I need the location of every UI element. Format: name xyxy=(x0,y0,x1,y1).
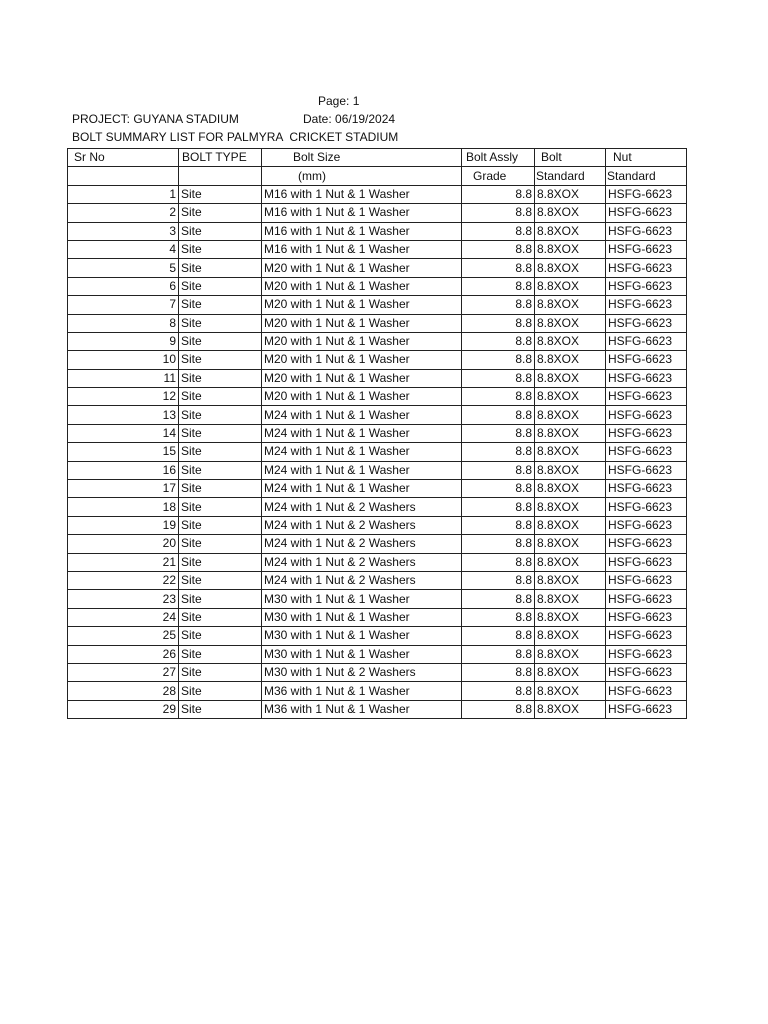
nut-standard-cell: HSFG-6623 xyxy=(606,571,687,589)
table-row xyxy=(68,590,687,608)
grade-cell: 8.8 xyxy=(462,388,535,406)
sr-no-cell: 7 xyxy=(68,296,179,314)
bolt-standard-cell: 8.8XOX xyxy=(535,296,606,314)
bolt-standard-cell: 8.8XOX xyxy=(535,535,606,553)
table-row xyxy=(68,645,687,663)
table-row xyxy=(68,204,687,222)
bolt-type-cell: Site xyxy=(179,480,262,498)
bolt-size-cell: M20 with 1 Nut & 1 Washer xyxy=(262,314,462,332)
bolt-standard-cell: 8.8XOX xyxy=(535,645,606,663)
nut-standard-cell: HSFG-6623 xyxy=(606,645,687,663)
header-bolt: Bolt xyxy=(535,149,606,167)
table-row xyxy=(68,553,687,571)
bolt-size-cell: M24 with 1 Nut & 1 Washer xyxy=(262,406,462,424)
table-row xyxy=(68,332,687,350)
table-row xyxy=(68,535,687,553)
table-row xyxy=(68,406,687,424)
nut-standard-cell: HSFG-6623 xyxy=(606,204,687,222)
bolt-size-cell: M16 with 1 Nut & 1 Washer xyxy=(262,204,462,222)
subheader-bolt-type xyxy=(179,167,262,185)
nut-standard-cell: HSFG-6623 xyxy=(606,259,687,277)
bolt-standard-cell: 8.8XOX xyxy=(535,351,606,369)
bolt-standard-cell: 8.8XOX xyxy=(535,406,606,424)
bolt-standard-cell: 8.8XOX xyxy=(535,461,606,479)
bolt-standard-cell: 8.8XOX xyxy=(535,222,606,240)
nut-standard-cell: HSFG-6623 xyxy=(606,443,687,461)
bolt-size-cell: M30 with 1 Nut & 1 Washer xyxy=(262,590,462,608)
sr-no-cell: 26 xyxy=(68,645,179,663)
sr-no-cell: 13 xyxy=(68,406,179,424)
sr-no-cell: 8 xyxy=(68,314,179,332)
list-title: BOLT SUMMARY LIST FOR PALMYRA CRICKET STADIUM xyxy=(72,130,399,144)
nut-standard-cell: HSFG-6623 xyxy=(606,516,687,534)
bolt-type-cell: Site xyxy=(179,590,262,608)
nut-standard-cell: HSFG-6623 xyxy=(606,222,687,240)
table-row xyxy=(68,424,687,442)
bolt-standard-cell: 8.8XOX xyxy=(535,314,606,332)
bolt-type-cell: Site xyxy=(179,369,262,387)
bolt-size-cell: M20 with 1 Nut & 1 Washer xyxy=(262,369,462,387)
bolt-type-cell: Site xyxy=(179,424,262,442)
grade-cell: 8.8 xyxy=(462,516,535,534)
bolt-size-cell: M24 with 1 Nut & 1 Washer xyxy=(262,443,462,461)
grade-cell: 8.8 xyxy=(462,314,535,332)
bolt-standard-cell: 8.8XOX xyxy=(535,498,606,516)
nut-standard-cell: HSFG-6623 xyxy=(606,498,687,516)
bolt-size-cell: M16 with 1 Nut & 1 Washer xyxy=(262,222,462,240)
bolt-size-cell: M24 with 1 Nut & 1 Washer xyxy=(262,461,462,479)
sr-no-cell: 18 xyxy=(68,498,179,516)
nut-standard-cell: HSFG-6623 xyxy=(606,590,687,608)
bolt-type-cell: Site xyxy=(179,185,262,203)
nut-standard-cell: HSFG-6623 xyxy=(606,406,687,424)
subheader-bolt-standard: Standard xyxy=(535,167,606,185)
bolt-standard-cell: 8.8XOX xyxy=(535,663,606,681)
bolt-type-cell: Site xyxy=(179,682,262,700)
sr-no-cell: 17 xyxy=(68,480,179,498)
header-sr-no: Sr No xyxy=(68,149,179,167)
grade-cell: 8.8 xyxy=(462,590,535,608)
bolt-type-cell: Site xyxy=(179,296,262,314)
grade-cell: 8.8 xyxy=(462,222,535,240)
grade-cell: 8.8 xyxy=(462,406,535,424)
nut-standard-cell: HSFG-6623 xyxy=(606,332,687,350)
table-row xyxy=(68,388,687,406)
nut-standard-cell: HSFG-6623 xyxy=(606,535,687,553)
bolt-size-cell: M24 with 1 Nut & 2 Washers xyxy=(262,535,462,553)
page-number: Page: 1 xyxy=(318,94,360,108)
bolt-type-cell: Site xyxy=(179,222,262,240)
bolt-type-cell: Site xyxy=(179,332,262,350)
table-header-row xyxy=(68,149,687,167)
bolt-standard-cell: 8.8XOX xyxy=(535,388,606,406)
bolt-standard-cell: 8.8XOX xyxy=(535,277,606,295)
table-row xyxy=(68,663,687,681)
bolt-size-cell: M16 with 1 Nut & 1 Washer xyxy=(262,240,462,258)
table-row xyxy=(68,314,687,332)
nut-standard-cell: HSFG-6623 xyxy=(606,480,687,498)
subheader-nut-standard: Standard xyxy=(606,167,687,185)
subheader-sr-no xyxy=(68,167,179,185)
bolt-standard-cell: 8.8XOX xyxy=(535,369,606,387)
bolt-standard-cell: 8.8XOX xyxy=(535,332,606,350)
bolt-standard-cell: 8.8XOX xyxy=(535,608,606,626)
nut-standard-cell: HSFG-6623 xyxy=(606,185,687,203)
sr-no-cell: 14 xyxy=(68,424,179,442)
grade-cell: 8.8 xyxy=(462,700,535,718)
bolt-size-cell: M20 with 1 Nut & 1 Washer xyxy=(262,259,462,277)
bolt-type-cell: Site xyxy=(179,388,262,406)
bolt-standard-cell: 8.8XOX xyxy=(535,185,606,203)
bolt-size-cell: M30 with 1 Nut & 1 Washer xyxy=(262,608,462,626)
grade-cell: 8.8 xyxy=(462,332,535,350)
grade-cell: 8.8 xyxy=(462,443,535,461)
bolt-size-cell: M20 with 1 Nut & 1 Washer xyxy=(262,277,462,295)
bolt-standard-cell: 8.8XOX xyxy=(535,700,606,718)
table-row xyxy=(68,516,687,534)
grade-cell: 8.8 xyxy=(462,369,535,387)
sr-no-cell: 29 xyxy=(68,700,179,718)
bolt-standard-cell: 8.8XOX xyxy=(535,571,606,589)
table-body xyxy=(68,185,687,718)
sr-no-cell: 10 xyxy=(68,351,179,369)
nut-standard-cell: HSFG-6623 xyxy=(606,369,687,387)
bolt-size-cell: M36 with 1 Nut & 1 Washer xyxy=(262,700,462,718)
bolt-type-cell: Site xyxy=(179,259,262,277)
bolt-standard-cell: 8.8XOX xyxy=(535,590,606,608)
nut-standard-cell: HSFG-6623 xyxy=(606,682,687,700)
bolt-type-cell: Site xyxy=(179,608,262,626)
nut-standard-cell: HSFG-6623 xyxy=(606,553,687,571)
bolt-size-cell: M16 with 1 Nut & 1 Washer xyxy=(262,185,462,203)
bolt-standard-cell: 8.8XOX xyxy=(535,682,606,700)
header-bolt-assly: Bolt Assly xyxy=(462,149,535,167)
table-row xyxy=(68,571,687,589)
table-row xyxy=(68,498,687,516)
sr-no-cell: 20 xyxy=(68,535,179,553)
sr-no-cell: 9 xyxy=(68,332,179,350)
subheader-grade: Grade xyxy=(462,167,535,185)
grade-cell: 8.8 xyxy=(462,682,535,700)
bolt-size-cell: M20 with 1 Nut & 1 Washer xyxy=(262,388,462,406)
bolt-standard-cell: 8.8XOX xyxy=(535,627,606,645)
bolt-type-cell: Site xyxy=(179,571,262,589)
bolt-type-cell: Site xyxy=(179,406,262,424)
bolt-size-cell: M36 with 1 Nut & 1 Washer xyxy=(262,682,462,700)
nut-standard-cell: HSFG-6623 xyxy=(606,424,687,442)
nut-standard-cell: HSFG-6623 xyxy=(606,627,687,645)
bolt-type-cell: Site xyxy=(179,240,262,258)
nut-standard-cell: HSFG-6623 xyxy=(606,608,687,626)
nut-standard-cell: HSFG-6623 xyxy=(606,240,687,258)
grade-cell: 8.8 xyxy=(462,296,535,314)
grade-cell: 8.8 xyxy=(462,535,535,553)
sr-no-cell: 2 xyxy=(68,204,179,222)
bolt-type-cell: Site xyxy=(179,314,262,332)
grade-cell: 8.8 xyxy=(462,608,535,626)
project-name: PROJECT: GUYANA STADIUM xyxy=(72,112,239,126)
bolt-size-cell: M24 with 1 Nut & 2 Washers xyxy=(262,516,462,534)
grade-cell: 8.8 xyxy=(462,277,535,295)
bolt-type-cell: Site xyxy=(179,516,262,534)
document-date: Date: 06/19/2024 xyxy=(303,112,396,126)
table-row xyxy=(68,461,687,479)
bolt-size-cell: M24 with 1 Nut & 1 Washer xyxy=(262,424,462,442)
grade-cell: 8.8 xyxy=(462,259,535,277)
bolt-standard-cell: 8.8XOX xyxy=(535,259,606,277)
table-row xyxy=(68,627,687,645)
nut-standard-cell: HSFG-6623 xyxy=(606,314,687,332)
nut-standard-cell: HSFG-6623 xyxy=(606,461,687,479)
bolt-size-cell: M20 with 1 Nut & 1 Washer xyxy=(262,296,462,314)
sr-no-cell: 6 xyxy=(68,277,179,295)
nut-standard-cell: HSFG-6623 xyxy=(606,351,687,369)
grade-cell: 8.8 xyxy=(462,461,535,479)
table-row xyxy=(68,259,687,277)
bolt-size-cell: M24 with 1 Nut & 2 Washers xyxy=(262,553,462,571)
nut-standard-cell: HSFG-6623 xyxy=(606,700,687,718)
header-bolt-size: Bolt Size xyxy=(262,149,462,167)
sr-no-cell: 19 xyxy=(68,516,179,534)
bolt-type-cell: Site xyxy=(179,553,262,571)
header-nut: Nut xyxy=(606,149,687,167)
sr-no-cell: 28 xyxy=(68,682,179,700)
bolt-type-cell: Site xyxy=(179,663,262,681)
bolt-type-cell: Site xyxy=(179,645,262,663)
bolt-type-cell: Site xyxy=(179,535,262,553)
subheader-mm: (mm) xyxy=(262,167,462,185)
bolt-type-cell: Site xyxy=(179,700,262,718)
bolt-standard-cell: 8.8XOX xyxy=(535,443,606,461)
bolt-summary-table xyxy=(67,148,687,719)
grade-cell: 8.8 xyxy=(462,571,535,589)
grade-cell: 8.8 xyxy=(462,424,535,442)
bolt-size-cell: M30 with 1 Nut & 1 Washer xyxy=(262,645,462,663)
sr-no-cell: 27 xyxy=(68,663,179,681)
grade-cell: 8.8 xyxy=(462,185,535,203)
grade-cell: 8.8 xyxy=(462,663,535,681)
sr-no-cell: 1 xyxy=(68,185,179,203)
table-row xyxy=(68,608,687,626)
table-row xyxy=(68,443,687,461)
header-bolt-type: BOLT TYPE xyxy=(179,149,262,167)
grade-cell: 8.8 xyxy=(462,204,535,222)
bolt-type-cell: Site xyxy=(179,351,262,369)
table-subheader-row xyxy=(68,167,687,185)
sr-no-cell: 5 xyxy=(68,259,179,277)
nut-standard-cell: HSFG-6623 xyxy=(606,277,687,295)
table-row xyxy=(68,682,687,700)
sr-no-cell: 21 xyxy=(68,553,179,571)
sr-no-cell: 12 xyxy=(68,388,179,406)
bolt-standard-cell: 8.8XOX xyxy=(535,516,606,534)
sr-no-cell: 24 xyxy=(68,608,179,626)
sr-no-cell: 22 xyxy=(68,571,179,589)
nut-standard-cell: HSFG-6623 xyxy=(606,388,687,406)
table-row xyxy=(68,222,687,240)
grade-cell: 8.8 xyxy=(462,351,535,369)
table-row xyxy=(68,277,687,295)
bolt-type-cell: Site xyxy=(179,627,262,645)
sr-no-cell: 25 xyxy=(68,627,179,645)
bolt-type-cell: Site xyxy=(179,498,262,516)
nut-standard-cell: HSFG-6623 xyxy=(606,296,687,314)
bolt-type-cell: Site xyxy=(179,443,262,461)
sr-no-cell: 3 xyxy=(68,222,179,240)
bolt-standard-cell: 8.8XOX xyxy=(535,240,606,258)
table-row xyxy=(68,351,687,369)
table-row xyxy=(68,480,687,498)
grade-cell: 8.8 xyxy=(462,240,535,258)
bolt-standard-cell: 8.8XOX xyxy=(535,204,606,222)
sr-no-cell: 16 xyxy=(68,461,179,479)
grade-cell: 8.8 xyxy=(462,480,535,498)
sr-no-cell: 23 xyxy=(68,590,179,608)
bolt-standard-cell: 8.8XOX xyxy=(535,424,606,442)
bolt-size-cell: M30 with 1 Nut & 1 Washer xyxy=(262,627,462,645)
bolt-standard-cell: 8.8XOX xyxy=(535,553,606,571)
sr-no-cell: 11 xyxy=(68,369,179,387)
bolt-type-cell: Site xyxy=(179,461,262,479)
bolt-type-cell: Site xyxy=(179,204,262,222)
bolt-size-cell: M24 with 1 Nut & 2 Washers xyxy=(262,498,462,516)
nut-standard-cell: HSFG-6623 xyxy=(606,663,687,681)
bolt-size-cell: M20 with 1 Nut & 1 Washer xyxy=(262,351,462,369)
sr-no-cell: 15 xyxy=(68,443,179,461)
grade-cell: 8.8 xyxy=(462,498,535,516)
bolt-standard-cell: 8.8XOX xyxy=(535,480,606,498)
table-row xyxy=(68,296,687,314)
sr-no-cell: 4 xyxy=(68,240,179,258)
bolt-size-cell: M20 with 1 Nut & 1 Washer xyxy=(262,332,462,350)
table-row xyxy=(68,185,687,203)
grade-cell: 8.8 xyxy=(462,627,535,645)
table-row xyxy=(68,369,687,387)
table-row xyxy=(68,700,687,718)
bolt-type-cell: Site xyxy=(179,277,262,295)
grade-cell: 8.8 xyxy=(462,645,535,663)
table-row xyxy=(68,240,687,258)
bolt-size-cell: M30 with 1 Nut & 2 Washers xyxy=(262,663,462,681)
bolt-size-cell: M24 with 1 Nut & 2 Washers xyxy=(262,571,462,589)
grade-cell: 8.8 xyxy=(462,553,535,571)
bolt-size-cell: M24 with 1 Nut & 1 Washer xyxy=(262,480,462,498)
